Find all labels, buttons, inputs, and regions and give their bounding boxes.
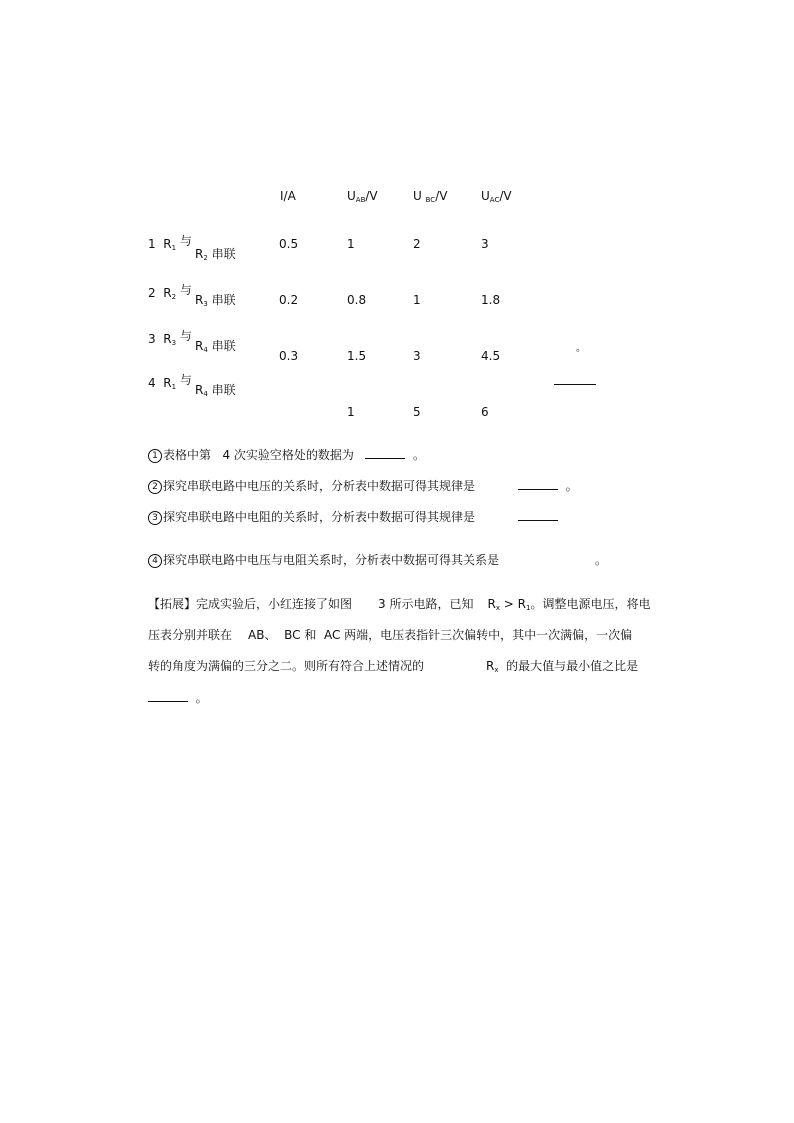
cell-r1-c3: 2 [413,237,421,251]
cell-r2-c1: 0.2 [279,293,299,307]
cell-r4-c3: 5 [413,405,421,419]
question-4: 4 探究串联电路中电压与电阻关系时，分析表中数据可得其关系是 。 [148,553,607,568]
cell-r2-c4: 1.8 [481,293,501,307]
cell-r1-c4: 3 [481,237,489,251]
answer-blank-3[interactable] [518,508,558,521]
row-label-3: 3 R3 与 [148,329,192,347]
answer-blank-1[interactable] [365,446,405,459]
answer-blank-extension[interactable] [148,689,188,702]
cell-r3-c1: 0.3 [279,349,299,363]
cell-r1-c2: 1 [347,237,355,251]
cell-r3-c4: 4.5 [481,349,501,363]
cell-r2-c3: 1 [413,293,421,307]
cell-r3-c3: 3 [413,349,421,363]
question-3: 3 探究串联电路中电阻的关系时，分析表中数据可得其规律是 [148,508,558,525]
stray-mark: 。 [576,343,586,354]
question-1: 1 表格中第 4 次实验空格处的数据为 。 [148,446,425,463]
cell-r3-c2: 1.5 [347,349,367,363]
question-2: 2 探究串联电路中电压的关系时，分析表中数据可得其规律是 。 [148,477,578,494]
header-current: I/A [280,189,296,203]
header-uac: UAC/V [481,189,512,204]
row-label-1b: R2 串联 [195,247,236,262]
cell-r2-c2: 0.8 [347,293,367,307]
cell-r1-c1: 0.5 [279,237,299,251]
extension-line-2: 压表分别并联在 AB、 BC 和 AC 两端，电压表指针三次偏转中，其中一次满偏，一次偏 [148,628,633,642]
cell-r4-c4: 6 [481,405,489,419]
header-uab: UAB/V [347,189,378,204]
answer-blank-2[interactable] [518,477,558,490]
cell-r4-c2: 1 [347,405,355,419]
stray-blank [554,384,596,385]
extension-line-3: 转的角度为满偏的三分之二。则所有符合上述情况的 Rx 的最大值与最小值之比是 [148,659,639,674]
extension-line-1: 【拓展】完成实验后，小红连接了如图 3 所示电路，已知 Rx > R1。调整电源电压，将电 [148,597,651,612]
row-label-1: 1 R1 与 [148,234,192,252]
row-label-2b: R3 串联 [195,293,236,308]
row-label-3b: R4 串联 [195,339,236,354]
extension-line-4: 。 [148,689,208,705]
row-label-2: 2 R2 与 [148,283,192,301]
row-label-4: 4 R1 与 [148,373,192,391]
header-ubc: U BC/V [413,189,448,204]
row-label-4b: R4 串联 [195,383,236,398]
